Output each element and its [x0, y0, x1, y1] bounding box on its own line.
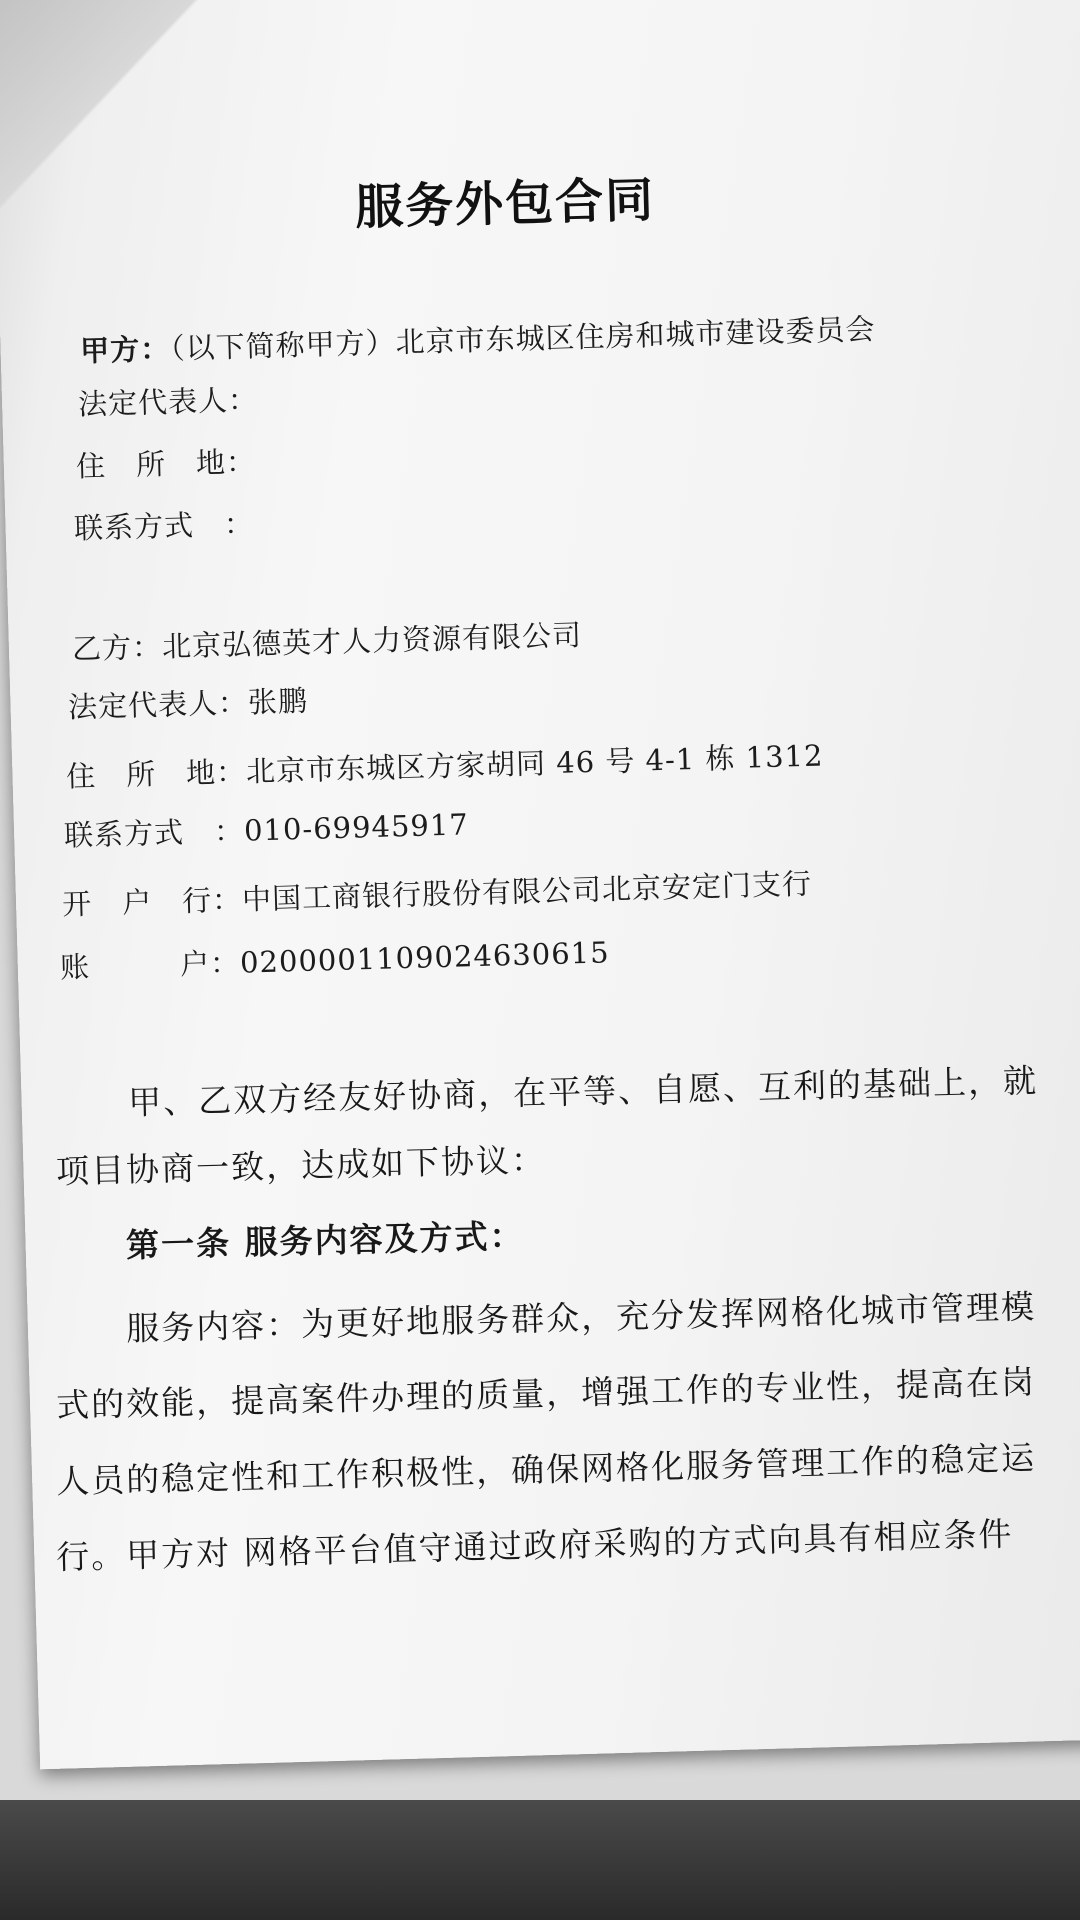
- article-1-line-4: 行。甲方对 网格平台值守通过政府采购的方式向具有相应条件: [55, 1514, 1014, 1577]
- party-a-name: （以下简称甲方）北京市东城区住房和城市建设委员会: [169, 311, 876, 366]
- background-surface: [0, 1800, 1080, 1920]
- contract-title: 服务外包合同: [354, 172, 656, 236]
- party-a-address-label: 住 所 地：: [75, 444, 257, 484]
- party-b-address-line: 住 所 地：北京市东城区方家胡同 46 号 4-1 栋 1312: [65, 738, 824, 794]
- party-b-name: 北京弘德英才人力资源有限公司: [161, 617, 583, 664]
- party-b-label: 乙方：: [71, 629, 163, 667]
- party-b-line: [72, 613, 583, 668]
- article-1-line-2: 式的效能，提高案件办理的质量，增强工作的专业性，提高在岗: [55, 1362, 1037, 1425]
- party-b-rep-line: 法定代表人：张鹏: [67, 683, 309, 725]
- article-1-line-1: 服务内容：为更好地服务群众，充分发挥网格化城市管理模: [125, 1286, 1037, 1349]
- party-a-line: [80, 307, 876, 370]
- party-a-contact-label: 联系方式 ：: [73, 506, 255, 546]
- intro-line-2: 项目协商一致，达成如下协议：: [55, 1140, 547, 1191]
- party-a-label: 甲方：: [79, 331, 171, 369]
- article-1-heading: 第一条 服务内容及方式：: [125, 1216, 525, 1265]
- party-a-rep-label: 法定代表人：: [77, 382, 259, 422]
- party-b-contact-line: 联系方式 ：010-69945917: [63, 807, 470, 853]
- article-1-line-3: 人员的稳定性和工作积极性，确保网格化服务管理工作的稳定运: [55, 1438, 1037, 1501]
- party-b-account-line: 账 户：0200001109024630615: [59, 935, 610, 985]
- intro-line-1: 甲、乙双方经友好协商，在平等、自愿、互利的基础上，就: [127, 1060, 1039, 1123]
- party-b-bank-line: 开 户 行：中国工商银行股份有限公司北京安定门支行: [61, 866, 813, 922]
